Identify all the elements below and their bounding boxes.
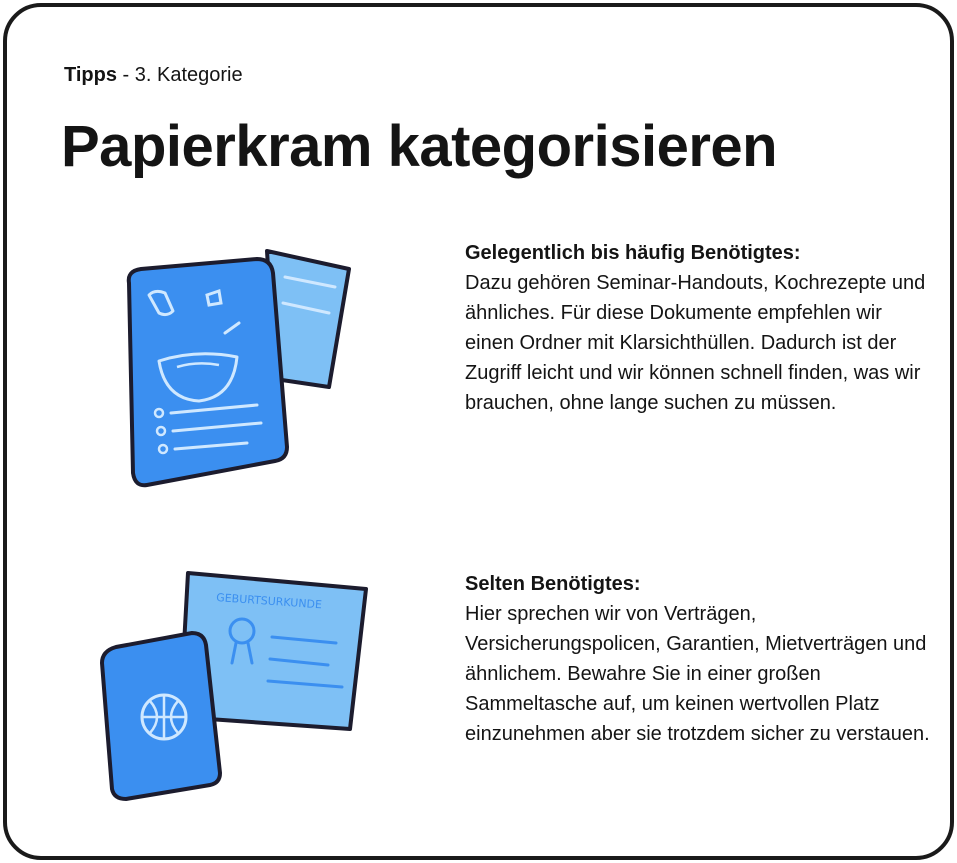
section-frequent-heading: Gelegentlich bis häufig Benötigtes: <box>465 242 801 264</box>
kicker-separator: - <box>116 64 135 86</box>
section-frequent-body: Dazu gehören Seminar-Handouts, Kochrezepte und ähnliches. Für diese Dokumente empfehlen wir einen Ordner mit Klarsichthüllen. Dadurch ist der Zugriff leicht und wir können schnell finden, was wir brauchen, ohne lange suchen zu müssen. <box>465 272 926 414</box>
passport-certificate-icon <box>92 567 382 807</box>
section-frequent <box>465 238 935 418</box>
tips-card <box>3 3 954 860</box>
kicker-tips: Tipps <box>64 64 117 86</box>
section-rare <box>465 569 935 749</box>
certificate-label: GEBURTSURKUNDE <box>215 591 323 612</box>
section-rare-body: Hier sprechen wir von Verträgen, Versicherungspolicen, Garantien, Mietverträgen und ähnlichem. Bewahre Sie in einer großen Sammeltasche auf, um keinen wertvollen Platz einzunehmen aber sie trotzdem sicher zu verstauen. <box>465 603 930 745</box>
category-label <box>64 63 243 87</box>
section-rare-heading: Selten Benötigtes: <box>465 573 641 595</box>
page-title: Papierkram kategorisieren <box>61 114 778 179</box>
kicker-category: 3. Kategorie <box>134 64 243 86</box>
recipe-documents-icon <box>107 237 367 497</box>
